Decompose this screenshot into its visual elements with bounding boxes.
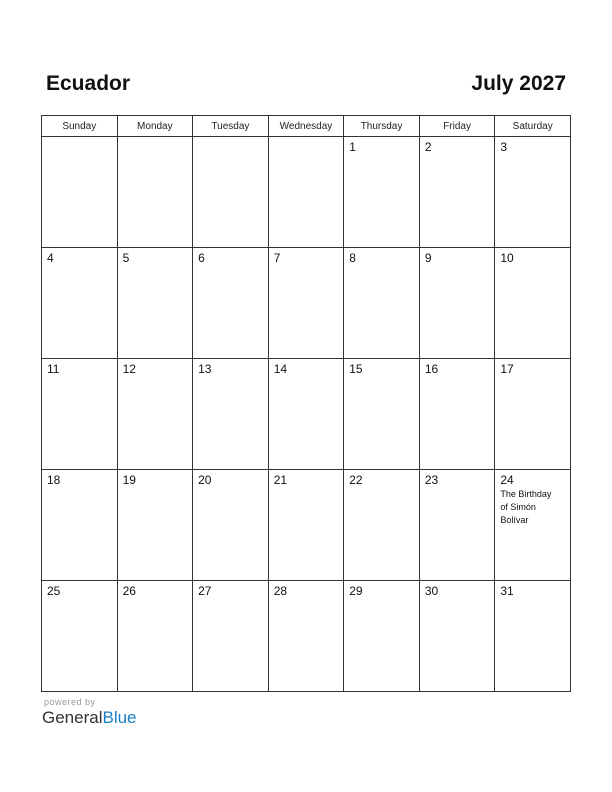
holiday-line: of Simón (500, 502, 536, 512)
day-cell (268, 359, 344, 470)
day-number: 14 (273, 362, 288, 376)
day-number: 31 (500, 584, 514, 598)
holiday-line: The Birthday (500, 489, 552, 499)
day-cell (117, 359, 193, 470)
day-number: 11 (47, 362, 60, 376)
day-number: 17 (500, 362, 514, 376)
day-number: 27 (198, 584, 212, 598)
holiday-label (495, 487, 570, 527)
holiday-line: Bolívar (500, 515, 529, 525)
day-cell (117, 137, 193, 248)
day-number: 25 (47, 584, 61, 598)
weekday-saturday: Saturday (495, 116, 571, 137)
day-cell (42, 581, 118, 692)
day-number: 3 (500, 140, 508, 154)
week-row (42, 470, 571, 581)
calendar-grid (41, 115, 571, 692)
day-cell (419, 470, 495, 581)
day-number: 22 (349, 473, 363, 487)
day-number: 30 (424, 584, 439, 598)
day-number: 15 (349, 362, 363, 376)
weekday-monday: Monday (117, 116, 193, 137)
day-number: 19 (122, 473, 136, 487)
day-cell (117, 470, 193, 581)
day-number: 16 (424, 362, 439, 376)
day-cell (193, 581, 269, 692)
day-cell (193, 470, 269, 581)
weekday-friday: Friday (419, 116, 495, 137)
day-cell (268, 581, 344, 692)
weekday-header-row (42, 116, 571, 137)
day-cell (344, 581, 420, 692)
day-number: 7 (273, 251, 281, 265)
day-number: 12 (122, 362, 136, 376)
day-cell (193, 137, 269, 248)
powered-by-text: powered by (44, 697, 96, 707)
day-cell (344, 359, 420, 470)
week-row (42, 359, 571, 470)
day-cell (419, 248, 495, 359)
day-cell (117, 248, 193, 359)
weekday-wednesday: Wednesday (268, 116, 344, 137)
day-cell (268, 470, 344, 581)
day-cell (419, 581, 495, 692)
day-cell (117, 581, 193, 692)
day-cell (419, 137, 495, 248)
day-cell (495, 359, 571, 470)
day-number: 9 (424, 251, 432, 265)
day-number: 28 (273, 584, 288, 598)
day-number: 18 (47, 473, 61, 487)
day-number: 13 (198, 362, 212, 376)
day-number: 5 (122, 251, 130, 265)
day-cell (344, 470, 420, 581)
day-cell (42, 470, 118, 581)
week-row (42, 581, 571, 692)
weekday-thursday: Thursday (344, 116, 420, 137)
day-number: 23 (424, 473, 439, 487)
day-cell (344, 137, 420, 248)
day-cell (495, 470, 571, 581)
week-row (42, 137, 571, 248)
day-cell (419, 359, 495, 470)
day-number (118, 137, 193, 140)
day-cell (268, 137, 344, 248)
day-number: 29 (349, 584, 363, 598)
day-cell (495, 581, 571, 692)
day-cell (42, 359, 118, 470)
day-cell (42, 248, 118, 359)
day-cell (193, 359, 269, 470)
weekday-tuesday: Tuesday (193, 116, 269, 137)
day-number: 2 (424, 140, 432, 154)
day-cell (193, 248, 269, 359)
country-title: Ecuador (46, 72, 131, 95)
day-number: 20 (198, 473, 212, 487)
brand-text-blue: Blue (102, 708, 137, 727)
brand-text-general: General (42, 708, 103, 727)
day-number: 4 (47, 251, 54, 265)
day-number: 24 (500, 473, 514, 487)
day-number: 8 (349, 251, 356, 265)
day-number (269, 137, 344, 140)
generalblue-logo[interactable] (42, 708, 137, 728)
day-cell (268, 248, 344, 359)
footer-branding (42, 697, 137, 728)
day-cell (42, 137, 118, 248)
weekday-sunday: Sunday (42, 116, 118, 137)
day-cell (495, 137, 571, 248)
day-number: 26 (122, 584, 136, 598)
day-number (42, 137, 117, 140)
day-number (193, 137, 268, 140)
day-cell (495, 248, 571, 359)
day-number: 1 (349, 140, 356, 154)
month-year-title: July 2027 (471, 72, 566, 95)
week-row (42, 248, 571, 359)
day-cell (344, 248, 420, 359)
day-number: 21 (273, 473, 288, 487)
day-number: 10 (500, 251, 514, 265)
day-number: 6 (198, 251, 205, 265)
